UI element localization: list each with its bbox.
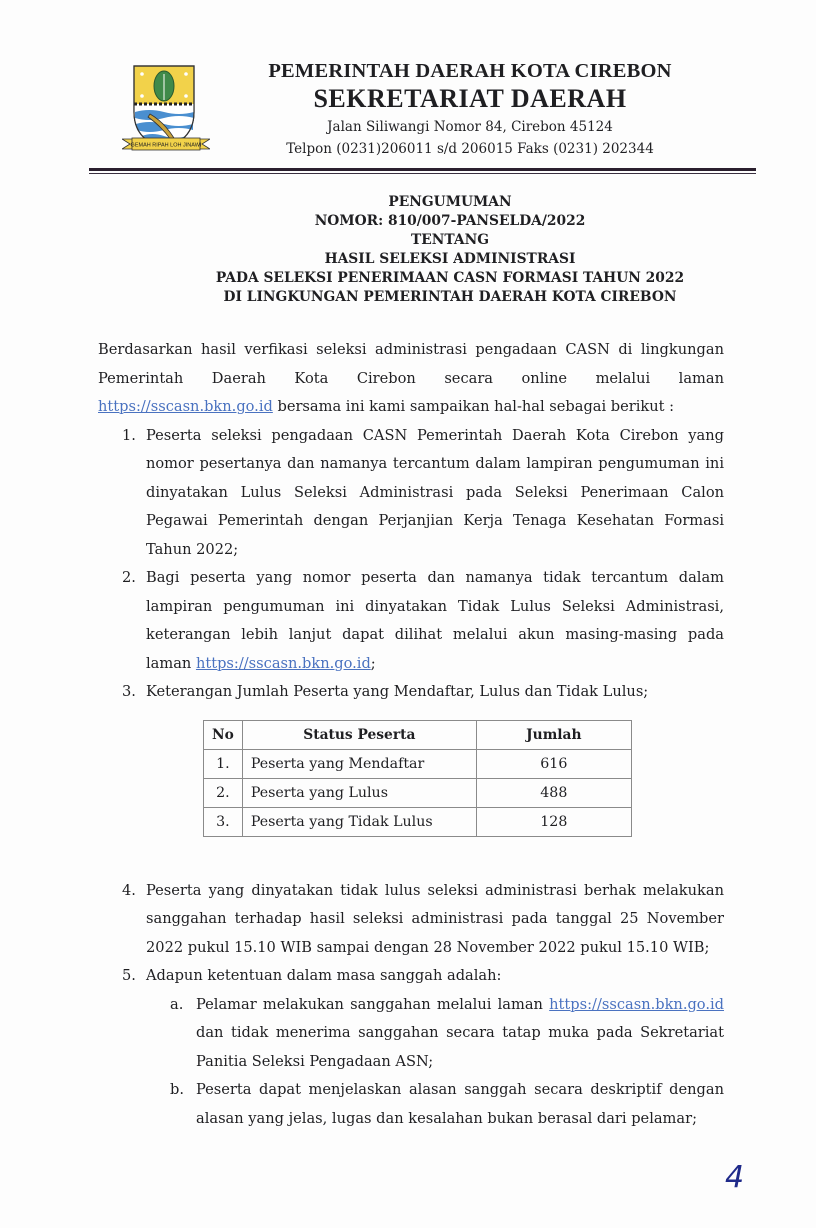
announcement-title [140,193,760,307]
participant-summary-table [203,720,632,837]
column-header-status: Status Peserta [242,721,476,750]
letterhead-phone: Telpon (0231)206011 s/d 206015 Faks (0231) 202344 [286,141,654,157]
column-header-jumlah: Jumlah [476,721,631,750]
letterhead-office: SEKRETARIAT DAERAH [313,84,627,113]
column-header-no: No [204,721,243,750]
table-row: 1. Peserta yang Mendaftar 616 [204,750,632,779]
table-header-row [204,721,632,750]
list-item-4: 4. Peserta yang dinyatakan tidak lulus seleksi administrasi berhak melakukan sanggahan terhadap hasil seleksi administrasi pada tanggal 25 November 2022 pukul 15.10 WIB sampai dengan 28 November 2022 pukul 15.10 WIB; [122,881,724,956]
handwritten-page-number: 4 [725,1160,745,1195]
table-row: 3. Peserta yang Tidak Lulus 128 [204,808,632,837]
list-item-1: 1. Peserta seleksi pengadaan CASN Pemerintah Daerah Kota Cirebon yang nomor pesertanya dan namanya tercantum dalam lampiran pengumuman ini dinyatakan Lulus Seleksi Administrasi pada Seleksi Penerimaan Calon Pegawai Pemerintah dengan Perjanjian Kerja Tenaga Kesehatan Formasi Tahun 2022; [122,426,724,558]
letterhead-rule-thin [89,173,756,174]
sub-item-a: a. Pelamar melakukan sanggahan melalui laman https://sscasn.bkn.go.id dan tidak menerima sanggahan secara tatap muka pada Sekretariat Panitia Seleksi Pengadaan ASN; [170,995,724,1070]
table-row: 2. Peserta yang Lulus 488 [204,779,632,808]
letterhead-government: PEMERINTAH DAERAH KOTA CIREBON [268,60,672,82]
svg-text:GEMAH RIPAH LOH JINAWI: GEMAH RIPAH LOH JINAWI [130,142,202,149]
sub-item-b: b. Peserta dapat menjelaskan alasan sanggah secara deskriptif dengan alasan yang jelas, lugas dan kesalahan bukan berasal dari pelamar; [170,1081,724,1127]
title-line-3: TENTANG [410,232,489,248]
letterhead-rule-thick [89,168,756,171]
title-line-1: PENGUMUMAN [388,194,512,210]
title-line-6: DI LINGKUNGAN PEMERINTAH DAERAH KOTA CIREBON [223,289,677,305]
intro-line-3: https://sscasn.bkn.go.id bersama ini kami sampaikan hal-hal sebagai berikut : [98,398,675,415]
list-item-2: 2. Bagi peserta yang nomor peserta dan namanya tidak tercantum dalam lampiran pengumuman ini dinyatakan Tidak Lulus Seleksi Administrasi, keterangan lebih lanjut dapat dilihat melalui akun masing-masing pada laman https://sscasn.bkn.go.id; [122,569,724,672]
sscasn-link[interactable]: https://sscasn.bkn.go.id [98,398,273,415]
title-line-5: PADA SELEKSI PENERIMAAN CASN FORMASI TAHUN 2022 [215,270,685,286]
intro-line-2: Pemerintah Daerah Kota Cirebon secara online melalui laman [98,369,724,387]
letterhead [240,58,700,160]
list-item-3: 3. Keterangan Jumlah Peserta yang Mendaftar, Lulus dan Tidak Lulus; [122,683,649,700]
title-line-4: HASIL SELEKSI ADMINISTRASI [324,251,576,267]
sscasn-link[interactable]: https://sscasn.bkn.go.id [549,995,724,1013]
intro-line-1: Berdasarkan hasil verfikasi seleksi administrasi pengadaan CASN di lingkungan [98,341,724,358]
sscasn-link[interactable]: https://sscasn.bkn.go.id [195,654,371,672]
letterhead-address: Jalan Siliwangi Nomor 84, Cirebon 45124 [327,119,613,135]
motto-ribbon-icon [122,136,210,152]
title-number: NOMOR: 810/007-PANSELDA/2022 [314,213,586,229]
list-item-5: 5. Adapun ketentuan dalam masa sanggah adalah: [122,967,502,984]
